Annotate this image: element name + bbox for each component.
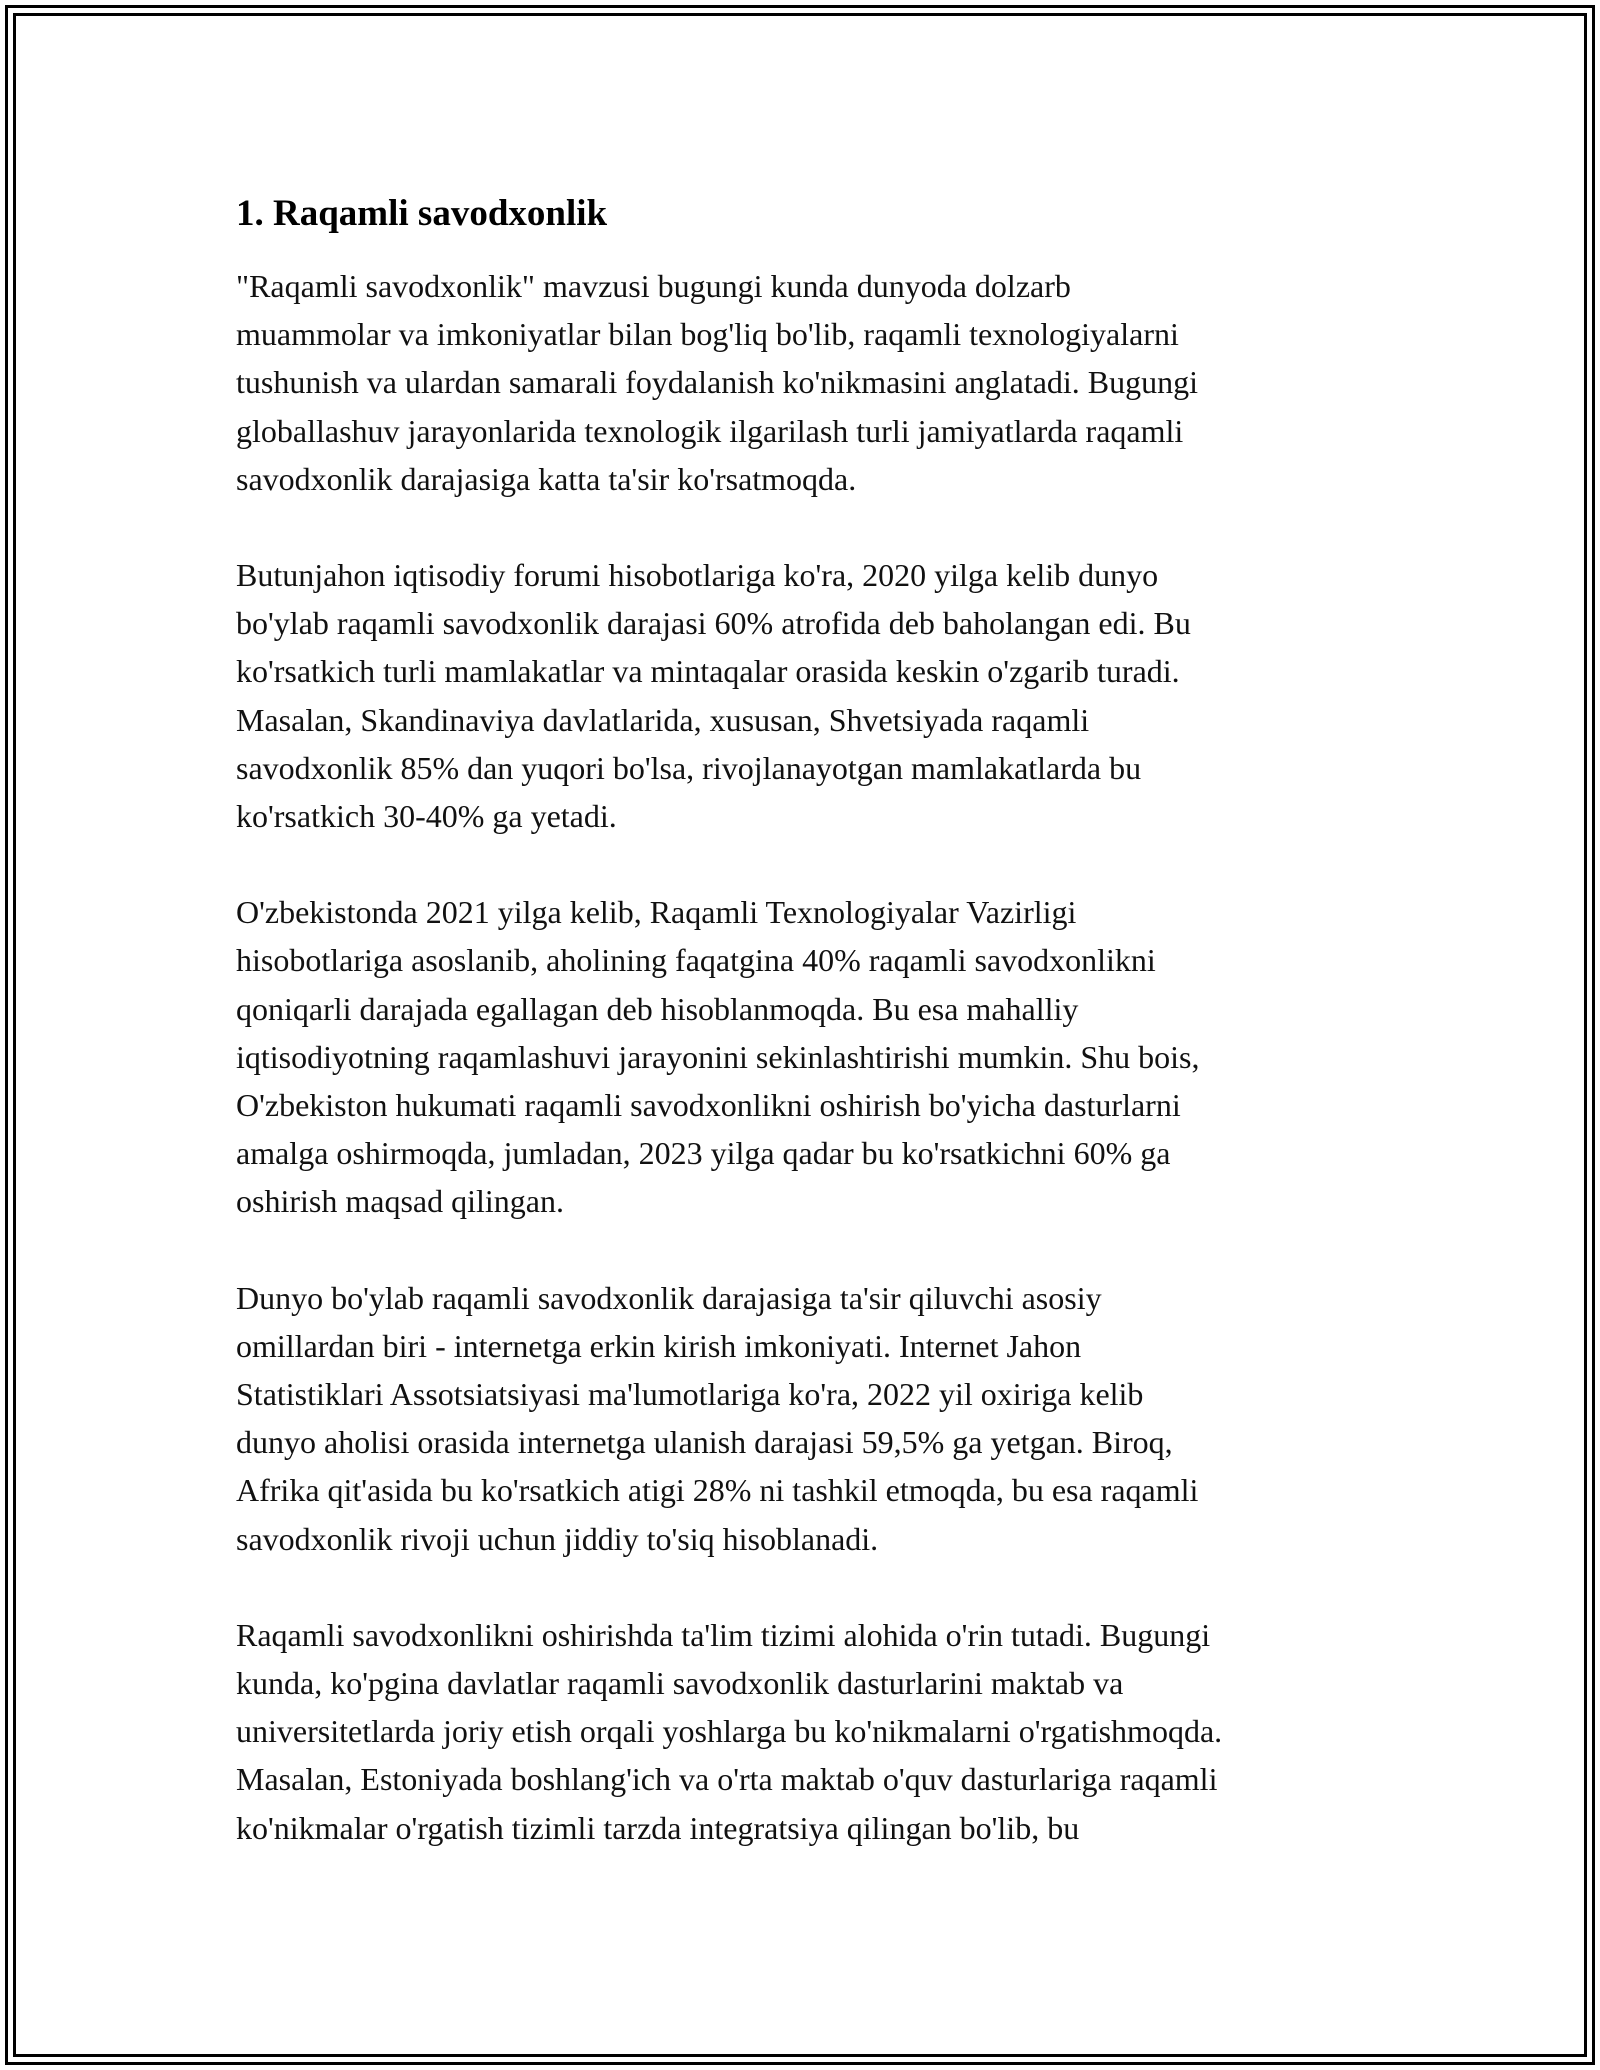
paragraph-4 — [236, 1274, 1376, 1563]
text-line: dunyo aholisi orasida internetga ulanish darajasi 59,5% ga yetgan. Biroq, — [236, 1424, 1173, 1461]
text-line: "Raqamli savodxonlik" mavzusi bugungi kunda dunyoda dolzarb — [236, 268, 1071, 304]
text-line: ko'nikmalar o'rgatish tizimli tarzda integratsiya qilingan bo'lib, bu — [236, 1809, 1080, 1846]
paragraph-container — [236, 262, 1376, 1852]
paragraph-3 — [236, 888, 1376, 1225]
text-line: qoniqarli darajada egallagan deb hisoblanmoqda. Bu esa mahalliy — [236, 990, 1079, 1027]
text-line: universitetlarda joriy etish orqali yoshlarga bu ko'nikmalarni o'rgatishmoqda. — [236, 1713, 1223, 1750]
text-line: Dunyo bo'ylab raqamli savodxonlik darajasiga ta'sir qiluvchi asosiy — [236, 1279, 1102, 1316]
text-line: ko'rsatkich turli mamlakatlar va mintaqalar orasida keskin o'zgarib turadi. — [236, 653, 1180, 690]
text-line: Butunjahon iqtisodiy forumi hisobotlariga ko'ra, 2020 yilga kelib dunyo — [236, 557, 1159, 594]
text-line: O'zbekiston hukumati raqamli savodxonlikni oshirish bo'yicha dasturlarni — [236, 1087, 1181, 1124]
text-line: Masalan, Estoniyada boshlang'ich va o'rta maktab o'quv dasturlariga raqamli — [236, 1761, 1218, 1798]
text-line: savodxonlik darajasiga katta ta'sir ko'rsatmoqda. — [236, 460, 857, 497]
document-body — [236, 186, 1376, 1900]
text-line: Masalan, Skandinaviya davlatlarida, xususan, Shvetsiyada raqamli — [236, 701, 1090, 738]
text-line: Afrika qit'asida bu ko'rsatkich atigi 28% ni tashkil etmoqda, bu esa raqamli — [236, 1472, 1199, 1509]
text-line: oshirish maqsad qilingan. — [236, 1183, 564, 1220]
paragraph-1 — [236, 262, 1376, 503]
paragraph-5 — [236, 1611, 1376, 1852]
text-line: muammolar va imkoniyatlar bilan bog'liq bo'lib, raqamli texnologiyalarni — [236, 316, 1179, 353]
text-line: kunda, ko'pgina davlatlar raqamli savodxonlik dasturlarini maktab va — [236, 1665, 1124, 1702]
paragraph-2 — [236, 551, 1376, 840]
text-line: globallashuv jarayonlarida texnologik ilgarilash turli jamiyatlarda raqamli — [236, 412, 1184, 449]
text-line: savodxonlik 85% dan yuqori bo'lsa, rivojlanayotgan mamlakatlarda bu — [236, 749, 1142, 786]
text-line: omillardan biri - internetga erkin kirish imkoniyati. Internet Jahon — [236, 1327, 1082, 1364]
text-line: bo'ylab raqamli savodxonlik darajasi 60% atrofida deb baholangan edi. Bu — [236, 605, 1191, 642]
text-line: tushunish va ulardan samarali foydalanish ko'nikmasini anglatadi. Bugungi — [236, 364, 1199, 401]
section-heading: 1. Raqamli savodxonlik — [236, 193, 608, 234]
text-line: O'zbekistonda 2021 yilga kelib, Raqamli Texnologiyalar Vazirligi — [236, 894, 1077, 931]
text-line: Raqamli savodxonlikni oshirishda ta'lim tizimi alohida o'rin tutadi. Bugungi — [236, 1616, 1211, 1653]
text-line: amalga oshirmoqda, jumladan, 2023 yilga qadar bu ko'rsatkichni 60% ga — [236, 1135, 1171, 1172]
text-line: iqtisodiyotning raqamlashuvi jarayonini sekinlashtirishi mumkin. Shu bois, — [236, 1038, 1200, 1075]
text-line: hisobotlariga asoslanib, aholining faqatgina 40% raqamli savodxonlikni — [236, 942, 1156, 979]
text-line: Statistiklari Assotsiatsiyasi ma'lumotlariga ko'ra, 2022 yil oxiriga kelib — [236, 1376, 1144, 1413]
text-line: savodxonlik rivoji uchun jiddiy to'siq hisoblanadi. — [236, 1520, 879, 1557]
text-line: ko'rsatkich 30-40% ga yetadi. — [236, 798, 617, 835]
